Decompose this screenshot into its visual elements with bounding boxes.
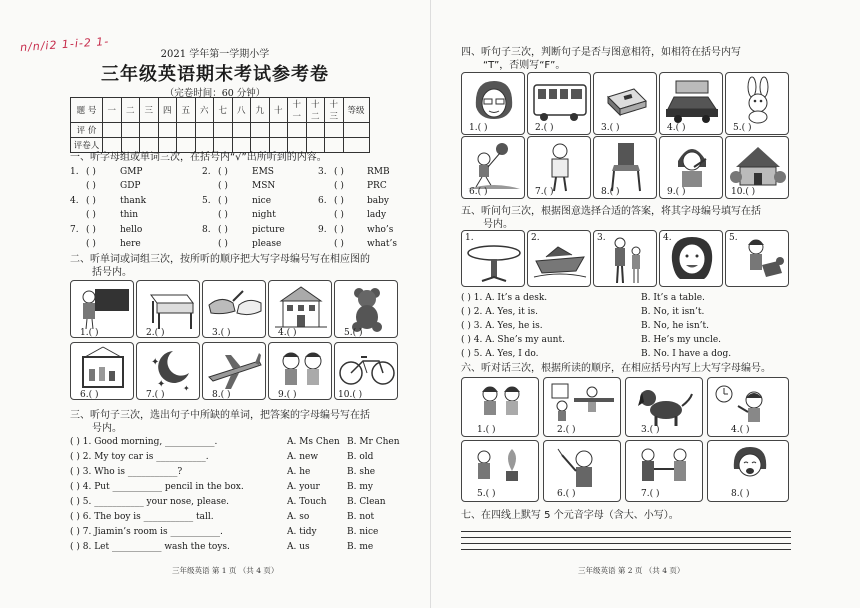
picture-answer-3[interactable]: 3.( ) bbox=[601, 123, 620, 133]
page-footer: 三年级英语 第 1 页 （共 4 页） bbox=[172, 566, 279, 575]
picture-man-plant bbox=[461, 440, 539, 502]
handwritten-note: n/n/i2 1-i-2 1- bbox=[19, 34, 110, 55]
picture-answer-7[interactable]: 7.( ) bbox=[146, 390, 165, 400]
choice-text: here bbox=[120, 239, 141, 249]
picture-answer-10[interactable]: 10.( ) bbox=[338, 390, 363, 400]
score-cell[interactable] bbox=[343, 138, 369, 153]
picture-answer-3[interactable]: 3.( ) bbox=[212, 328, 231, 338]
score-cell[interactable] bbox=[306, 123, 325, 138]
item-number: 5. bbox=[202, 196, 211, 206]
svg-text:✦: ✦ bbox=[157, 379, 166, 390]
picture-number: 1. bbox=[465, 233, 474, 243]
score-cell[interactable] bbox=[325, 138, 344, 153]
choice-text: RMB bbox=[367, 167, 390, 177]
score-cell[interactable] bbox=[158, 123, 177, 138]
guide-line bbox=[461, 531, 791, 532]
picture-answer-8[interactable]: 8.( ) bbox=[212, 390, 231, 400]
score-cell[interactable] bbox=[325, 123, 344, 138]
picture-number: 3. bbox=[597, 233, 606, 243]
picture-answer-7[interactable]: 7.( ) bbox=[535, 187, 554, 197]
picture-two-men bbox=[593, 230, 657, 287]
score-table-column: 九 bbox=[251, 98, 270, 123]
question-2[interactable]: ( ) 2. A. Yes, it is. bbox=[461, 307, 538, 317]
score-cell[interactable] bbox=[214, 123, 233, 138]
choice-text: please bbox=[252, 239, 282, 249]
section-4-title: 四、听句子三次，判断句子是否与图意相符，如相符在括号内写 bbox=[461, 47, 741, 58]
picture-number: 2. bbox=[531, 233, 540, 243]
picture-answer-5[interactable]: 5.( ) bbox=[344, 328, 363, 338]
score-table-column: 四 bbox=[158, 98, 177, 123]
answer-bracket[interactable]: ( ) bbox=[334, 239, 344, 249]
choice-text: hello bbox=[120, 225, 143, 235]
item-number: 1. bbox=[70, 167, 79, 177]
answer-bracket[interactable]: ( ) bbox=[218, 167, 228, 177]
answer-bracket[interactable]: ( ) bbox=[334, 210, 344, 220]
choice-text: lady bbox=[367, 210, 387, 220]
picture-handshake bbox=[625, 440, 703, 502]
question-2[interactable]: ( ) 2. My toy car is ___________. bbox=[70, 452, 209, 462]
question-1[interactable]: ( ) 1. A. It’s a desk. bbox=[461, 293, 548, 303]
exam-duration: （完卷时间：60 分钟） bbox=[164, 88, 266, 99]
section-6-title: 六、听对话三次，根据所读的顺序，在相应括号内写上大写字母编号。 bbox=[461, 363, 771, 374]
picture-answer-1[interactable]: 1.( ) bbox=[80, 328, 99, 338]
choice-text: baby bbox=[367, 196, 389, 206]
picture-boat bbox=[527, 230, 591, 287]
score-cell[interactable] bbox=[140, 123, 159, 138]
section-4-title-cont: “T”，否则写“F”。 bbox=[483, 60, 566, 71]
option-b: B. nice bbox=[347, 527, 379, 537]
answer-bracket[interactable]: ( ) bbox=[334, 196, 344, 206]
woman-portrait-icon bbox=[660, 231, 723, 287]
page-footer: 三年级英语 第 2 页 （共 4 页） bbox=[578, 566, 685, 575]
item-number: 4. bbox=[70, 196, 79, 206]
question-5[interactable]: ( ) 5. A. Yes, I do. bbox=[461, 349, 539, 359]
score-table-column: 十 bbox=[269, 98, 288, 123]
option-b: B. my bbox=[347, 482, 373, 492]
score-table-row-label: 题 号 bbox=[71, 98, 103, 123]
picture-number: 5. bbox=[729, 233, 738, 243]
kids-talking-icon bbox=[462, 378, 539, 437]
dialogue-answer-4[interactable]: 4.( ) bbox=[731, 425, 750, 435]
picture-answer-9[interactable]: 9.( ) bbox=[278, 390, 297, 400]
dialogue-answer-8[interactable]: 8.( ) bbox=[731, 489, 750, 499]
choice-text: EMS bbox=[252, 167, 274, 177]
girl-dog-icon bbox=[726, 231, 789, 287]
score-cell[interactable] bbox=[195, 123, 214, 138]
dialogue-answer-5[interactable]: 5.( ) bbox=[477, 489, 496, 499]
dialogue-answer-6[interactable]: 6.( ) bbox=[557, 489, 576, 499]
choice-text: night bbox=[252, 210, 276, 220]
picture-answer-2[interactable]: 2.( ) bbox=[146, 328, 165, 338]
score-cell[interactable] bbox=[269, 123, 288, 138]
score-table-column: 十二 bbox=[306, 98, 325, 123]
classroom-icon bbox=[544, 378, 621, 437]
answer-bracket[interactable]: ( ) bbox=[86, 225, 96, 235]
option-a: A. he bbox=[287, 467, 311, 477]
question-3[interactable]: ( ) 3. Who is ___________? bbox=[70, 467, 183, 477]
dialogue-answer-2[interactable]: 2.( ) bbox=[557, 425, 576, 435]
score-table-column: 一 bbox=[103, 98, 122, 123]
score-cell[interactable] bbox=[103, 123, 122, 138]
section-5-title-cont: 号内。 bbox=[483, 219, 513, 230]
section-5-title: 五、听问句三次，根据图意选择合适的答案，将其字母编号填写在括 bbox=[461, 206, 761, 217]
item-number: 7. bbox=[70, 225, 79, 235]
question-4[interactable]: ( ) 4. A. She’s my aunt. bbox=[461, 335, 565, 345]
picture-answer-2[interactable]: 2.( ) bbox=[535, 123, 554, 133]
item-number: 6. bbox=[318, 196, 327, 206]
option-a: A. us bbox=[287, 542, 310, 552]
answer-bracket[interactable]: ( ) bbox=[218, 225, 228, 235]
item-number: 9. bbox=[318, 225, 327, 235]
picture-answer-4[interactable]: 4.( ) bbox=[667, 123, 686, 133]
boat-icon bbox=[528, 231, 591, 287]
picture-classroom bbox=[543, 377, 621, 437]
score-table-column: 七 bbox=[214, 98, 233, 123]
picture-answer-6[interactable]: 6.( ) bbox=[80, 390, 99, 400]
guide-line bbox=[461, 549, 791, 550]
two-men-icon bbox=[594, 231, 657, 287]
option-b: B. Clean bbox=[347, 497, 386, 507]
score-table-column: 二 bbox=[121, 98, 140, 123]
option-b: B. It’s a table. bbox=[641, 293, 705, 303]
choice-text: nice bbox=[252, 196, 272, 206]
picture-answer-4[interactable]: 4.( ) bbox=[278, 328, 297, 338]
man-plant-icon bbox=[462, 441, 539, 502]
question-3[interactable]: ( ) 3. A. Yes, he is. bbox=[461, 321, 543, 331]
option-b: B. No, it isn’t. bbox=[641, 307, 705, 317]
picture-answer-10[interactable]: 10.( ) bbox=[731, 187, 756, 197]
item-number: 8. bbox=[202, 225, 211, 235]
score-cell[interactable] bbox=[343, 123, 369, 138]
item-number: 3. bbox=[318, 167, 327, 177]
score-cell[interactable] bbox=[288, 123, 307, 138]
table-icon bbox=[462, 231, 525, 287]
score-table-column: 十一 bbox=[288, 98, 307, 123]
question-7[interactable]: ( ) 7. Jiamin’s room is ___________. bbox=[70, 527, 223, 537]
answer-bracket[interactable]: ( ) bbox=[218, 210, 228, 220]
choice-text: picture bbox=[252, 225, 285, 235]
score-table-row-label: 评 价 bbox=[71, 123, 103, 138]
score-table-row-label: 评卷人 bbox=[71, 138, 103, 153]
option-a: A. tidy bbox=[287, 527, 317, 537]
picture-answer-5[interactable]: 5.( ) bbox=[733, 123, 752, 133]
school-year: 2021 学年第一学期小学 bbox=[160, 49, 270, 60]
picture-answer-8[interactable]: 8.( ) bbox=[601, 187, 620, 197]
dialogue-answer-1[interactable]: 1.( ) bbox=[477, 425, 496, 435]
choice-text: GDP bbox=[120, 181, 141, 191]
choice-text: PRC bbox=[367, 181, 387, 191]
question-6[interactable]: ( ) 6. The boy is ___________ tall. bbox=[70, 512, 214, 522]
score-table-column: 三 bbox=[140, 98, 159, 123]
dog-icon bbox=[626, 378, 703, 437]
section-1-title: 一、听字母组或单词三次，在括号内“√”出所听到的内容。 bbox=[70, 152, 327, 163]
score-table-column: 六 bbox=[195, 98, 214, 123]
section-3-title: 三、听句子三次，选出句子中所缺的单词，把答案的字母编号写在括 bbox=[70, 410, 370, 421]
score-table-column: 十三 bbox=[325, 98, 344, 123]
option-b: B. me bbox=[347, 542, 374, 552]
picture-table bbox=[461, 230, 525, 287]
choice-text: thank bbox=[120, 196, 147, 206]
option-a: A. your bbox=[287, 482, 320, 492]
answer-bracket[interactable]: ( ) bbox=[86, 167, 96, 177]
picture-girl-dog bbox=[725, 230, 789, 287]
guide-line bbox=[461, 537, 791, 538]
choice-text: who’s bbox=[367, 225, 394, 235]
answer-bracket[interactable]: ( ) bbox=[218, 239, 228, 249]
score-cell[interactable] bbox=[232, 123, 251, 138]
answer-bracket[interactable]: ( ) bbox=[86, 181, 96, 191]
score-table-column: 八 bbox=[232, 98, 251, 123]
answer-bracket[interactable]: ( ) bbox=[86, 239, 96, 249]
section-7-title: 七、在四线上默写 5 个元音字母（含大、小写）。 bbox=[461, 510, 679, 521]
handshake-icon bbox=[626, 441, 703, 502]
choice-text: thin bbox=[120, 210, 139, 220]
picture-kids-talking bbox=[461, 377, 539, 437]
score-table-column: 等级 bbox=[343, 98, 369, 123]
option-b: B. she bbox=[347, 467, 376, 477]
score-cell[interactable] bbox=[251, 123, 270, 138]
score-table-row bbox=[71, 123, 370, 138]
option-b: B. Mr Chen bbox=[347, 437, 400, 447]
question-1[interactable]: ( ) 1. Good morning, ___________. bbox=[70, 437, 218, 447]
answer-bracket[interactable]: ( ) bbox=[86, 210, 96, 220]
question-5[interactable]: ( ) 5. ___________ your nose, please. bbox=[70, 497, 230, 507]
picture-answer-6[interactable]: 6.( ) bbox=[469, 187, 488, 197]
picture-woman-portrait bbox=[659, 230, 723, 287]
section-3-title-cont: 号内。 bbox=[92, 423, 122, 434]
picture-answer-9[interactable]: 9.( ) bbox=[667, 187, 686, 197]
page-title: 三年级英语期末考试参考卷 bbox=[101, 64, 329, 85]
svg-text:✦: ✦ bbox=[151, 357, 160, 368]
picture-number: 4. bbox=[663, 233, 672, 243]
option-a: A. Touch bbox=[287, 497, 327, 507]
option-b: B. old bbox=[347, 452, 374, 462]
answer-bracket[interactable]: ( ) bbox=[334, 167, 344, 177]
picture-dog bbox=[625, 377, 703, 437]
option-b: B. He’s my uncle. bbox=[641, 335, 722, 345]
answer-bracket[interactable]: ( ) bbox=[218, 196, 228, 206]
choice-text: MSN bbox=[252, 181, 276, 191]
answer-bracket[interactable]: ( ) bbox=[86, 196, 96, 206]
choice-text: what’s bbox=[367, 239, 397, 249]
guide-line bbox=[461, 543, 791, 544]
option-b: B. not bbox=[347, 512, 375, 522]
option-a: A. Ms Chen bbox=[287, 437, 340, 447]
picture-man-hand bbox=[543, 440, 621, 502]
dialogue-answer-7[interactable]: 7.( ) bbox=[641, 489, 660, 499]
section-2-title: 二、听单词或词组三次，按所听的顺序把大写字母编号写在相应图的 bbox=[70, 254, 370, 265]
score-table bbox=[70, 97, 370, 153]
question-8[interactable]: ( ) 8. Let ___________ wash the toys. bbox=[70, 542, 230, 552]
option-b: B. No. I have a dog. bbox=[641, 349, 732, 359]
dialogue-answer-3[interactable]: 3.( ) bbox=[641, 425, 660, 435]
option-b: B. No, he isn’t. bbox=[641, 321, 709, 331]
answer-bracket[interactable]: ( ) bbox=[334, 181, 344, 191]
man-hand-icon bbox=[544, 441, 621, 502]
picture-answer-1[interactable]: 1.( ) bbox=[469, 123, 488, 133]
score-cell[interactable] bbox=[177, 123, 196, 138]
question-4[interactable]: ( ) 4. Put ___________ pencil in the box. bbox=[70, 482, 244, 492]
answer-bracket[interactable]: ( ) bbox=[218, 181, 228, 191]
svg-text:✦: ✦ bbox=[183, 384, 190, 393]
section-2-title-cont: 括号内。 bbox=[92, 267, 132, 278]
page-2 bbox=[430, 0, 860, 608]
option-a: A. new bbox=[287, 452, 319, 462]
choice-text: GMP bbox=[120, 167, 143, 177]
score-table-column: 五 bbox=[177, 98, 196, 123]
score-cell[interactable] bbox=[121, 123, 140, 138]
option-a: A. so bbox=[287, 512, 310, 522]
answer-bracket[interactable]: ( ) bbox=[334, 225, 344, 235]
item-number: 2. bbox=[202, 167, 211, 177]
score-table-header-row bbox=[71, 98, 370, 123]
